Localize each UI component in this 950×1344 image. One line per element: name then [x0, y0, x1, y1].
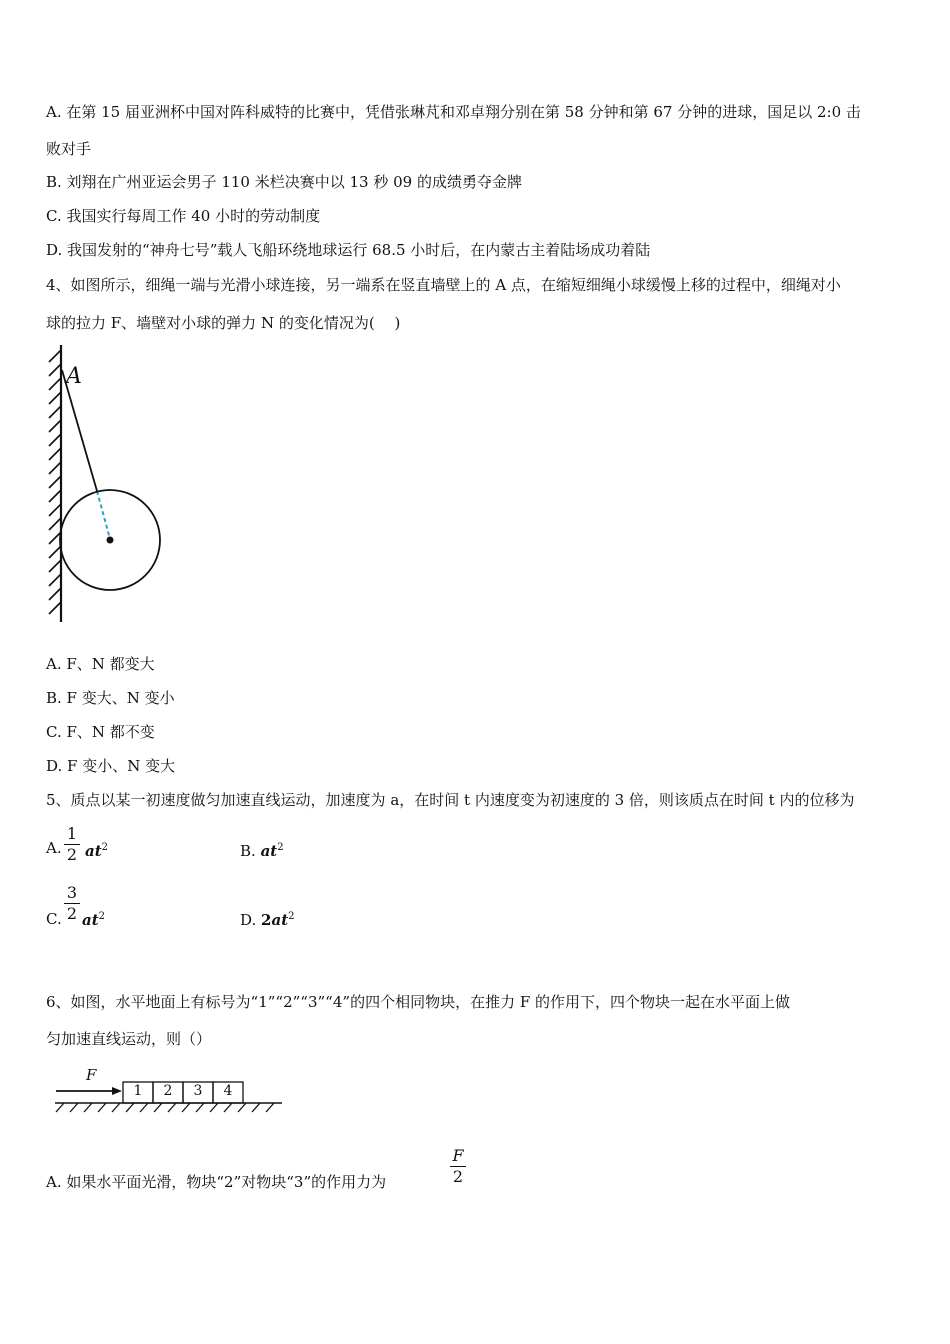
q6-figure-force-label: F	[86, 1066, 97, 1084]
q6-stem-line1: 6、如图，水平地面上有标号为“1”“2”“3”“4”的四个相同物块，在推力 F 的作用下，四个物块一起在水平面上做	[46, 993, 791, 1011]
q3-option-c: C. 我国实行每周工作 40 小时的劳动制度	[46, 207, 321, 225]
q6-block-3: 3	[193, 1083, 203, 1099]
q5-option-a-expr: $at^2$	[85, 842, 109, 860]
q4-figure-label-a: A	[66, 364, 82, 389]
q6-option-a-den: 2	[452, 1167, 464, 1186]
q5-option-c-num: 3	[66, 883, 78, 902]
q3-option-a-line2: 败对手	[46, 140, 92, 158]
q6-stem-line2: 匀加速直线运动，则（）	[46, 1030, 212, 1048]
q6-block-4: 4	[223, 1083, 233, 1099]
q4-option-a: A. F、N 都变大	[46, 655, 155, 673]
q5-option-c-prefix: C.	[46, 910, 62, 928]
q4-figure-wall-ball	[40, 340, 180, 630]
q4-option-d: D. F 变小、N 变大	[46, 757, 176, 775]
q4-stem-line2: 球的拉力 F、墙壁对小球的弹力 N 的变化情况为( )	[46, 314, 401, 332]
q3-option-d: D. 我国发射的“神舟七号”载人飞船环绕地球运行 68.5 小时后，在内蒙古主着陆场成功着陆	[46, 241, 651, 259]
q5-option-c-den: 2	[66, 904, 78, 923]
q3-option-b: B. 刘翔在广州亚运会男子 110 米栏决赛中以 13 秒 09 的成绩勇夺金牌	[46, 173, 522, 191]
q5-option-b: B. $at^2$	[240, 842, 284, 860]
q5-option-a-prefix: A.	[46, 839, 62, 857]
q5-option-a-den: 2	[66, 845, 78, 864]
q6-option-a-num: F	[452, 1146, 464, 1165]
q5-option-a-fraction	[64, 825, 80, 864]
q3-option-a-line1: A. 在第 15 届亚洲杯中国对阵科威特的比赛中，凭借张琳芃和邓卓翔分别在第 58 分钟和第 67 分钟的进球，国足以 2:0 击	[46, 103, 861, 121]
q5-option-c-fraction	[64, 884, 80, 923]
q4-option-c: C. F、N 都不变	[46, 723, 155, 741]
q6-block-1: 1	[133, 1083, 143, 1099]
q5-option-d: D. $2at^2$	[240, 911, 295, 929]
q6-block-2: 2	[163, 1083, 173, 1099]
q5-stem: 5、质点以某一初速度做匀加速直线运动，加速度为 a，在时间 t 内速度变为初速度的 3 倍，则该质点在时间 t 内的位移为	[46, 791, 855, 809]
q4-stem-line1: 4、如图所示，细绳一端与光滑小球连接，另一端系在竖直墙壁上的 A 点，在缩短细绳小球缓慢上移的过程中，细绳对小	[46, 276, 841, 294]
q6-option-a-fraction	[450, 1147, 466, 1186]
q4-option-b: B. F 变大、N 变小	[46, 689, 175, 707]
q5-option-a-num: 1	[66, 824, 78, 843]
q6-option-a: A. 如果水平面光滑，物块“2”对物块“3”的作用力为	[46, 1173, 387, 1191]
q5-option-c-expr: $at^2$	[82, 911, 106, 929]
